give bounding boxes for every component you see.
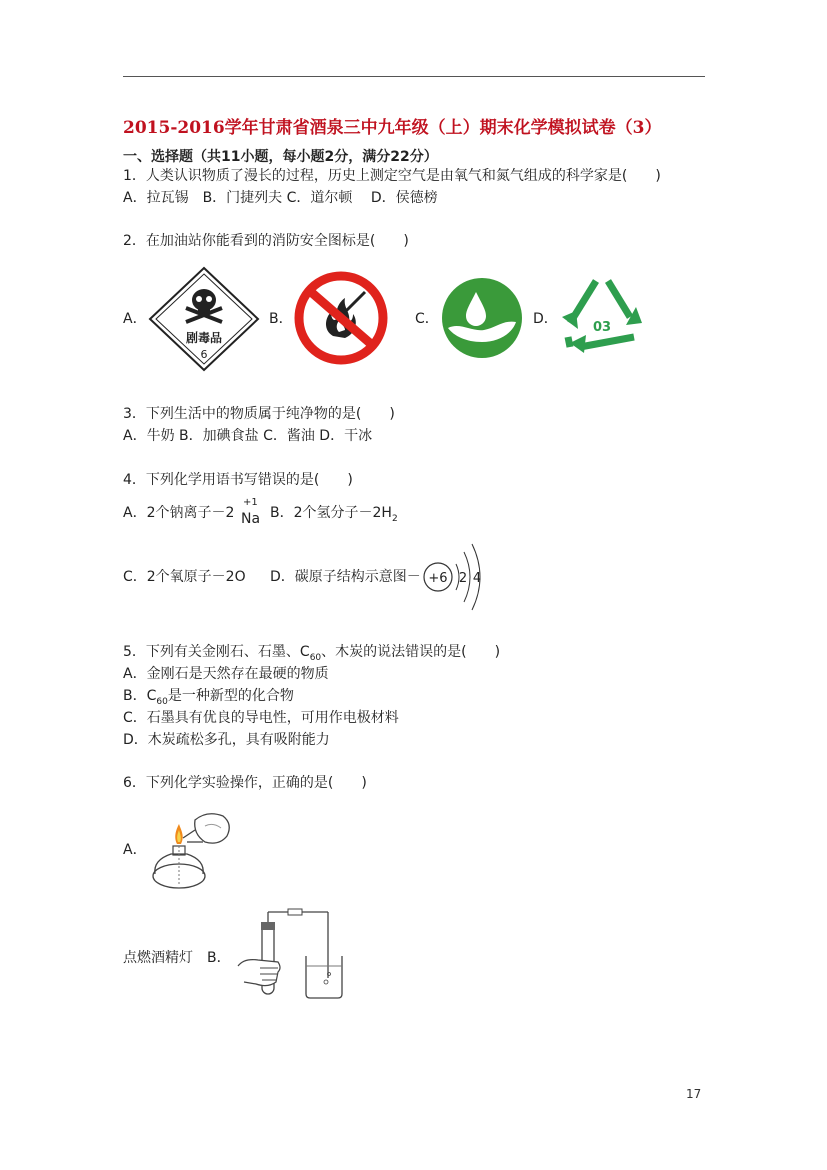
q5-stem-subscript: 60 <box>309 652 322 663</box>
q5-b-subscript: 60 <box>156 696 168 707</box>
q2-label-a: A． <box>123 311 147 327</box>
page-number: 17 <box>686 1087 702 1101</box>
q6-stem: 6．下列化学实验操作，正确的是( ) <box>123 775 367 791</box>
q3-options: A．牛奶 B．加碘食盐 C．酱油 D．干冰 <box>123 428 373 444</box>
q6-caption-a <box>123 950 231 966</box>
q5-option-a: A．金刚石是天然存在最硬的物质 <box>123 666 329 682</box>
q4-option-b <box>270 505 398 527</box>
q6-label-b: B． <box>207 950 231 966</box>
q5-b-pre: B．C <box>123 688 157 704</box>
q5-b-post: 是一种新型的化合物 <box>167 688 294 704</box>
q1-stem: 1．人类认识物质了漫长的过程，历史上测定空气是由氧气和氮气组成的科学家是( ) <box>123 168 661 184</box>
toxic-sign-icon <box>148 266 260 372</box>
toxic-sign-number: 6 <box>200 348 208 361</box>
q2-label-c: C． <box>415 311 439 327</box>
q2-label-b: B． <box>269 311 293 327</box>
atom-shell-2-count: 4 <box>472 571 482 586</box>
recycle-sign-number: 03 <box>592 320 612 335</box>
q5-option-d: D．木炭疏松多孔，具有吸附能力 <box>123 732 330 748</box>
airtightness-check-icon <box>234 908 346 1002</box>
water-saving-icon <box>440 276 524 360</box>
q4-b-text: B．2个氢分子－2H <box>270 505 392 521</box>
q4-stem: 4．下列化学用语书写错误的是( ) <box>123 472 353 488</box>
section-heading: 一、选择题（共11小题，每小题2分，满分22分） <box>123 149 438 165</box>
q5-stem <box>123 644 500 666</box>
q1-options: A．拉瓦锡 B．门捷列夫 C．道尔顿 D．侯德榜 <box>123 190 438 206</box>
q5-stem-post: 、木炭的说法错误的是( ) <box>321 644 501 660</box>
no-open-flame-icon <box>293 270 389 366</box>
q2-stem: 2．在加油站你能看到的消防安全图标是( ) <box>123 233 409 249</box>
recycle-icon <box>556 271 648 357</box>
q4-a-charge: +1 <box>243 497 258 508</box>
alcohol-lamp-lighting-icon <box>143 802 239 894</box>
q5-option-b <box>123 688 294 710</box>
atom-nucleus-label: +6 <box>428 571 448 586</box>
q4-b-subscript: 2 <box>391 513 398 524</box>
q5-stem-pre: 5．下列有关金刚石、石墨、C <box>123 644 310 660</box>
page-title: 2015-2016学年甘肃省酒泉三中九年级（上）期末化学模拟试卷（3） <box>123 118 662 138</box>
q3-stem: 3．下列生活中的物质属于纯净物的是( ) <box>123 406 395 422</box>
q4-option-d: D．碳原子结构示意图－ <box>270 569 421 585</box>
atom-shell-1-count: 2 <box>458 571 468 586</box>
q4-option-c: C．2个氧原子－2O <box>123 569 246 585</box>
q2-label-d: D． <box>533 311 558 327</box>
q6-caption-text: 点燃酒精灯 <box>123 950 193 966</box>
q4-option-a: A．2个钠离子－2 <box>123 505 235 521</box>
q5-option-c: C．石墨具有优良的导电性，可用作电极材料 <box>123 710 399 726</box>
q4-a-symbol: Na <box>241 511 261 527</box>
carbon-atom-diagram <box>420 542 490 612</box>
header-rule <box>123 76 705 77</box>
toxic-sign-text: 剧毒品 <box>185 331 223 345</box>
q6-label-a: A． <box>123 842 147 858</box>
